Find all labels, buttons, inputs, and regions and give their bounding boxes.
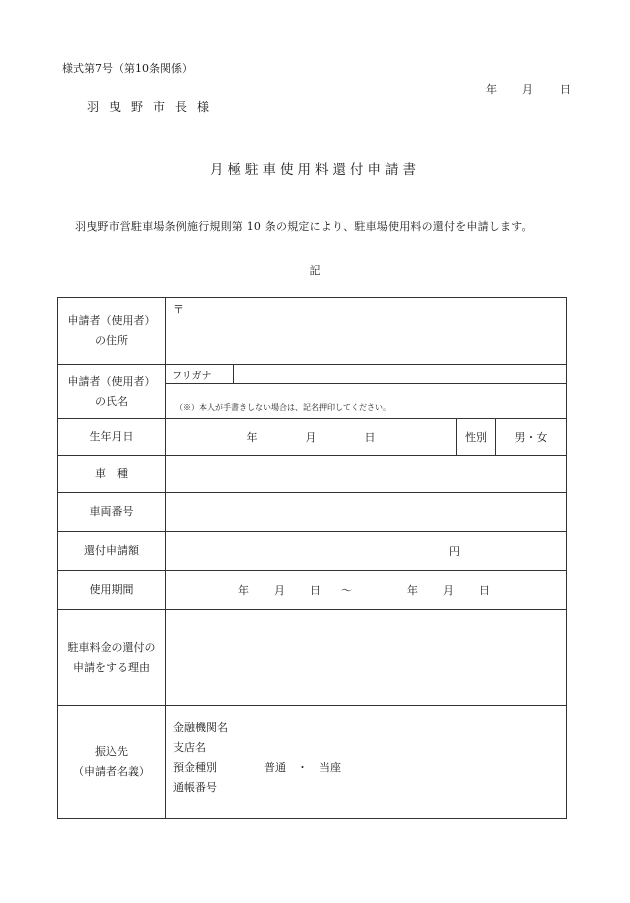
- date-year: 年: [486, 83, 497, 96]
- addressee: 羽曳野市長様: [87, 100, 220, 114]
- form-title: 月極駐車使用料還付申請書: [210, 162, 420, 178]
- name-field[interactable]: [166, 384, 567, 419]
- dob-field[interactable]: 年 月 日: [166, 419, 457, 456]
- sex-label: 性別: [457, 419, 496, 456]
- name-row-furigana: [58, 365, 567, 384]
- refund-amount-field[interactable]: [166, 532, 567, 571]
- date-month: 月: [522, 83, 533, 96]
- intro-text: 羽曳野市営駐車場条例施行規則第 10 条の規定により、駐車場使用料の還付を申請します。: [75, 220, 533, 233]
- account-number-line: 通帳番号: [173, 781, 217, 794]
- reason-field[interactable]: [166, 610, 567, 706]
- plate-field[interactable]: [166, 493, 567, 532]
- sex-field[interactable]: 男・女: [496, 419, 567, 456]
- dob-row: [58, 419, 567, 456]
- submission-date: [486, 81, 571, 97]
- furigana-field[interactable]: [234, 365, 567, 384]
- vehicle-type-row: [58, 456, 567, 493]
- ki-marker: 記: [309, 264, 321, 277]
- address-row: [58, 298, 567, 365]
- reason-label: 駐車料金の還付の 申請をする理由: [58, 610, 166, 706]
- refund-amount-row: [58, 532, 567, 571]
- reason-row: [58, 610, 567, 706]
- vehicle-type-field[interactable]: [166, 456, 567, 493]
- refund-amount-label: 還付申請額: [58, 532, 166, 571]
- application-form-table: [57, 297, 567, 819]
- yen-unit: 円: [449, 545, 460, 558]
- dob-label: 生年月日: [58, 419, 166, 456]
- transfer-row: [58, 706, 567, 819]
- address-field[interactable]: [166, 298, 567, 365]
- form-number: 様式第7号（第10条関係）: [62, 62, 193, 75]
- period-row: [58, 571, 567, 610]
- address-label: 申請者（使用者） の住所: [58, 298, 166, 365]
- period-field[interactable]: 年 月 日 ～ 年 月 日: [166, 571, 567, 610]
- plate-label: 車両番号: [58, 493, 166, 532]
- deposit-type-line: 預金種別 普通 ・ 当座: [173, 761, 341, 774]
- branch-name-line: 支店名: [173, 741, 206, 754]
- name-label: 申請者（使用者） の氏名: [58, 365, 166, 419]
- furigana-label: フリガナ: [166, 365, 234, 384]
- transfer-field[interactable]: [166, 706, 567, 819]
- plate-row: [58, 493, 567, 532]
- signature-note: （※）本人が手書きしない場合は、記名押印してください。: [175, 403, 391, 412]
- period-label: 使用期間: [58, 571, 166, 610]
- date-day: 日: [560, 83, 571, 96]
- bank-name-line: 金融機関名: [173, 721, 228, 734]
- postal-mark: 〒: [173, 303, 184, 316]
- transfer-label: 振込先 （申請者名義）: [58, 706, 166, 819]
- vehicle-type-label: 車 種: [58, 456, 166, 493]
